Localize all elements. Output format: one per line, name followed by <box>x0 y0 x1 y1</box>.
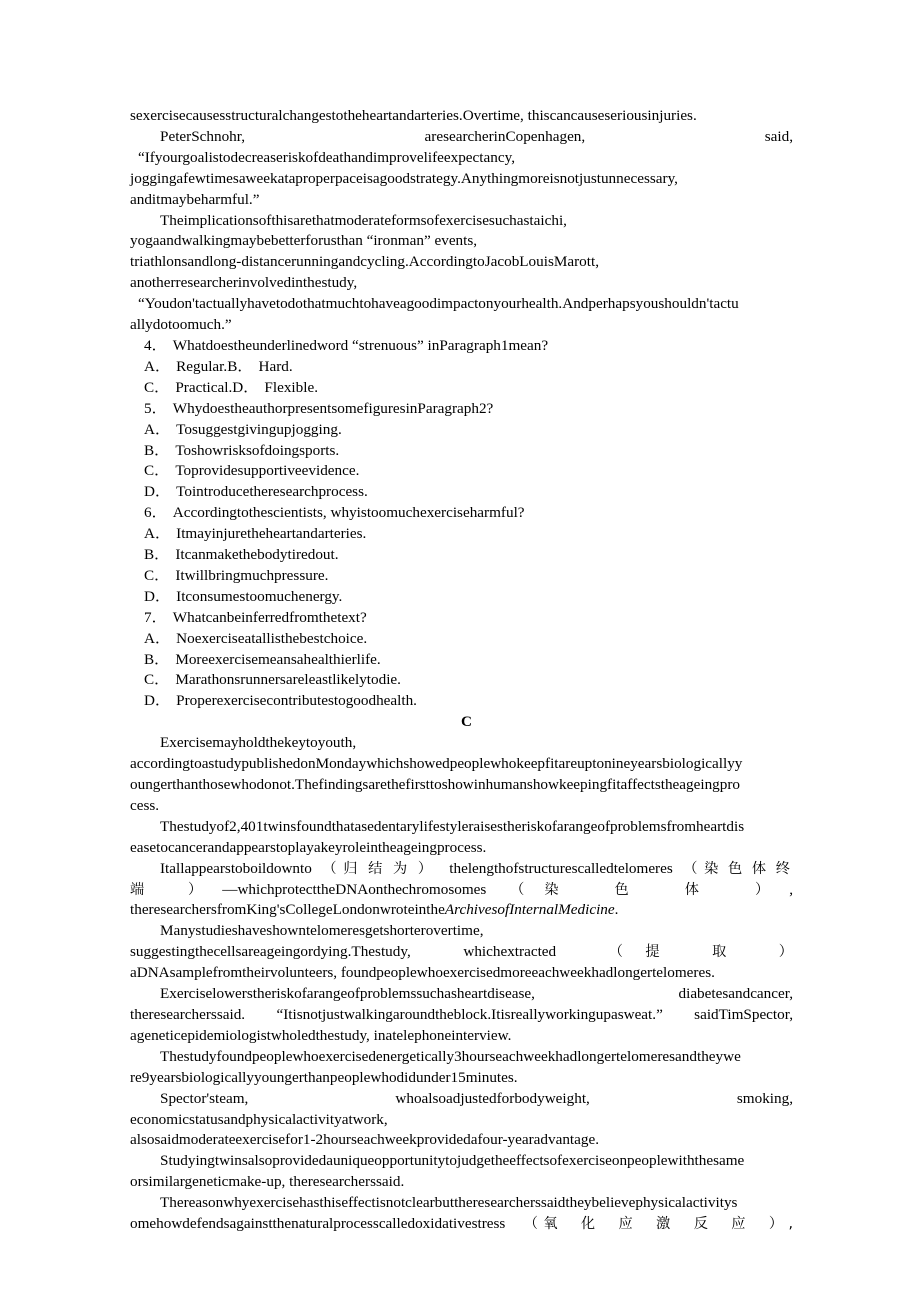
option-label: B． <box>144 441 170 459</box>
option-text: Flexible. <box>264 378 318 396</box>
paragraph-line: re9yearsbiologicallyyoungerthanpeoplewhodidunder15minutes. <box>130 1068 518 1086</box>
paren-open: （ <box>322 860 344 877</box>
option-label: A． <box>144 357 171 375</box>
option-text: Tosuggestgivingupjogging. <box>176 420 342 438</box>
paragraph-line: triathlonsandlong-distancerunningandcycling.AccordingtoJacobLouisMarott, <box>130 253 600 271</box>
chinese-gloss: 染色体 <box>544 881 755 898</box>
paragraph-line: Thereasonwhyexercisehasthiseffectisnotclearbuttheresearcherssaidtheybelievephysicalactivitys <box>160 1194 738 1212</box>
text-segment: said, <box>764 127 793 145</box>
text-segment: PeterSchnohr, <box>160 127 246 145</box>
option-row[interactable] <box>130 691 793 712</box>
question-number: 7． <box>144 608 167 626</box>
paragraph-line <box>130 127 793 148</box>
question-stem <box>130 336 793 357</box>
option-row[interactable] <box>130 524 793 545</box>
paragraph-line: yogaandwalkingmaybebetterforusthan “ironman” events, <box>130 232 478 250</box>
paragraph-line <box>130 984 793 1005</box>
option-text: Itwillbringmuchpressure. <box>175 566 329 584</box>
paren-open: （ <box>510 881 545 898</box>
text-column <box>130 106 793 1235</box>
paragraph-line: Thestudyof2,401twinsfoundthatasedentarylifestyleraisestheriskofarangeofproblemsfromheartdis <box>160 817 745 835</box>
text-segment: diabetesandcancer, <box>678 985 793 1003</box>
text-segment: omehowdefendsagainstthenaturalprocesscalledoxidativestress <box>130 1215 506 1233</box>
chinese-gloss: 提取 <box>645 944 779 961</box>
question-text: Whatdoestheunderlinedword “strenuous” inParagraph1mean? <box>172 336 549 354</box>
option-text: Hard. <box>258 357 293 375</box>
paren-open: （ <box>608 944 646 961</box>
paragraph-line: easetocancerandappearstoplayakeyroleintheageingprocess. <box>130 838 487 856</box>
paren-close: ） <box>417 860 439 877</box>
paragraph-line: alsosaidmoderateexercisefor1-2hourseachweekprovidedafour-yearadvantage. <box>130 1131 600 1149</box>
option-row[interactable] <box>130 566 793 587</box>
option-text: Moreexercisemeansahealthierlife. <box>175 650 381 668</box>
option-label: D． <box>144 483 171 501</box>
question-number: 5． <box>144 399 167 417</box>
option-text: Practical. <box>175 378 233 396</box>
paragraph-line: anditmaybeharmful.” <box>130 190 260 208</box>
option-row[interactable] <box>130 357 793 378</box>
option-text: Itmayinjuretheheartandarteries. <box>176 525 367 543</box>
text-segment: —whichprotecttheDNAonthechromosomes <box>222 880 487 898</box>
text-segment: . <box>614 901 619 919</box>
paragraph-line: sexercisecausesstructuralchangestotheheartandarteries.Overtime, thiscancauseseriousinjuries. <box>130 107 697 124</box>
option-text: Marathonsrunnersareleastlikelytodie. <box>175 671 401 689</box>
paragraph-line: Exercisemayholdthekeytoyouth, <box>160 734 357 752</box>
question-stem <box>130 503 793 524</box>
option-row[interactable] <box>130 545 793 566</box>
comma: , <box>789 880 793 898</box>
option-label: C． <box>144 566 170 584</box>
question-text: Whatcanbeinferredfromthetext? <box>172 608 367 626</box>
option-label: C． <box>144 378 170 396</box>
paragraph-line <box>130 942 793 963</box>
paren-close: ） <box>188 881 223 898</box>
option-label: B． <box>144 650 170 668</box>
paren-close-comma: ）, <box>768 1216 793 1233</box>
paragraph-line: cess. <box>130 796 160 814</box>
option-row[interactable] <box>130 629 793 650</box>
option-text: Toprovidesupportiveevidence. <box>175 462 360 480</box>
option-label: D． <box>144 692 171 710</box>
paren-close: ） <box>754 881 790 898</box>
paragraph-line: allydotoomuch.” <box>130 316 232 334</box>
option-text: Tointroducetheresearchprocess. <box>176 483 368 501</box>
question-number: 6． <box>144 504 167 522</box>
option-row[interactable] <box>130 670 793 691</box>
paragraph-line: orsimilargeneticmake-up, theresearcherssaid. <box>130 1173 405 1191</box>
option-label: D． <box>144 587 171 605</box>
text-segment: smoking, <box>736 1089 793 1107</box>
paragraph-line: aDNAsamplefromtheirvolunteers, foundpeoplewhoexercisedmoreeachweekhadlongertelomeres. <box>130 964 715 982</box>
option-text: Toshowrisksofdoingsports. <box>175 441 340 459</box>
option-text: Properexercisecontributestogoodhealth. <box>176 692 417 710</box>
paragraph-line <box>130 1089 793 1110</box>
paren-open: （ <box>683 860 705 877</box>
option-row[interactable] <box>130 461 793 482</box>
journal-title: ArchivesofInternalMedicine <box>444 901 615 919</box>
paragraph-line: “Ifyourgoalistodecreaseriskofdeathandimprovelifeexpectancy, <box>138 148 515 166</box>
paragraph-line: Theimplicationsofthisarethatmoderateformsofexercisesuchastaichi, <box>160 211 567 229</box>
text-segment: suggestingthecellsareageingordying.Thestudy, <box>130 943 411 961</box>
paragraph-line <box>130 1214 793 1235</box>
question-number: 4． <box>144 336 167 354</box>
paragraph-line: anotherresearcherinvolvedinthestudy, <box>130 274 358 292</box>
option-text: Regular. <box>176 357 228 375</box>
paragraph-line: theresearcherssaid. “Itisnotjustwalkingaroundtheblock.Itisreallyworkingupasweat.” saidTimSpector, <box>130 1005 793 1023</box>
option-label: B． <box>144 546 170 564</box>
chinese-gloss: 染色体终 <box>704 860 793 877</box>
section-letter-c: C <box>461 713 472 731</box>
text-segment: Exerciselowerstheriskofarangeofproblemssuchasheartdisease, <box>160 985 535 1003</box>
text-segment: aresearcherinCopenhagen, <box>424 127 586 145</box>
option-row[interactable] <box>130 650 793 671</box>
paragraph-line <box>130 880 793 901</box>
question-stem <box>130 608 793 629</box>
paragraph-line: economicstatusandphysicalactivityatwork, <box>130 1110 388 1128</box>
text-segment: theresearchersfromKing'sCollegeLondonwroteinthe <box>130 901 445 919</box>
paragraph-line: ageneticepidemiologistwholedthestudy, inatelephoneinterview. <box>130 1026 512 1044</box>
option-label: D． <box>232 378 259 396</box>
paren-close: ） <box>778 944 793 961</box>
option-text: Itcanmakethebodytiredout. <box>175 546 339 564</box>
option-row[interactable] <box>130 482 793 503</box>
option-row[interactable] <box>130 420 793 441</box>
text-segment: Spector'steam, <box>160 1089 249 1107</box>
text-segment: whoalsoadjustedforbodyweight, <box>395 1089 590 1107</box>
chinese-gloss: 归结为 <box>343 860 418 877</box>
question-text: Accordingtothescientists, whyistoomuchexerciseharmful? <box>172 504 525 522</box>
option-label: C． <box>144 462 170 480</box>
paragraph-line: Studyingtwinsalsoprovidedauniqueopportunitytojudgetheeffectsofexerciseonpeoplewiththesame <box>160 1152 745 1170</box>
paragraph-line: “Youdon'tactuallyhavetodothatmuchtohaveagoodimpactonyourhealth.Andperhapsyoushouldn'tactu <box>138 295 739 313</box>
option-label: A． <box>144 525 171 543</box>
option-text: Itconsumestoomuchenergy. <box>176 587 343 605</box>
paren-open: （ <box>523 1216 544 1233</box>
option-label: A． <box>144 420 171 438</box>
paragraph-line: Manystudieshaveshowntelomeresgetshorterovertime, <box>160 922 484 940</box>
paragraph-line: joggingafewtimesaweekataproperpaceisagoodstrategy.Anythingmoreisnotjustunnecessary, <box>130 169 678 187</box>
option-row[interactable] <box>130 378 793 399</box>
question-text: WhydoestheauthorpresentsomefiguresinParagraph2? <box>172 399 494 417</box>
paragraph-line: accordingtoastudypublishedonMondaywhichshowedpeoplewhokeepfitareuptonineyearsbiologicallyy <box>130 755 743 773</box>
question-stem <box>130 399 793 420</box>
paragraph-line <box>130 900 793 921</box>
option-text: Noexerciseatallisthebestchoice. <box>176 629 368 647</box>
paragraph-line <box>130 859 793 880</box>
option-row[interactable] <box>130 587 793 608</box>
paragraph-line: Thestudyfoundpeoplewhoexercisedenergetically3hourseachweekhadlongertelomeresandtheywe <box>160 1047 741 1065</box>
option-label: A． <box>144 629 171 647</box>
option-row[interactable] <box>130 441 793 462</box>
text-segment: thelengthofstructurescalledtelomeres <box>449 859 673 877</box>
option-label: C． <box>144 671 170 689</box>
text-segment: whichextracted <box>463 943 557 961</box>
chinese-gloss-cont: 端 <box>130 881 165 898</box>
text-segment: Itallappearstoboildownto <box>160 859 312 877</box>
chinese-gloss: 氧化应激反应 <box>543 1216 769 1233</box>
paragraph-line: oungerthanthosewhodonot.Thefindingsarethefirsttoshowinhumanshowkeepingfitaffectstheageingpro <box>130 776 741 793</box>
option-label: B． <box>227 357 253 375</box>
